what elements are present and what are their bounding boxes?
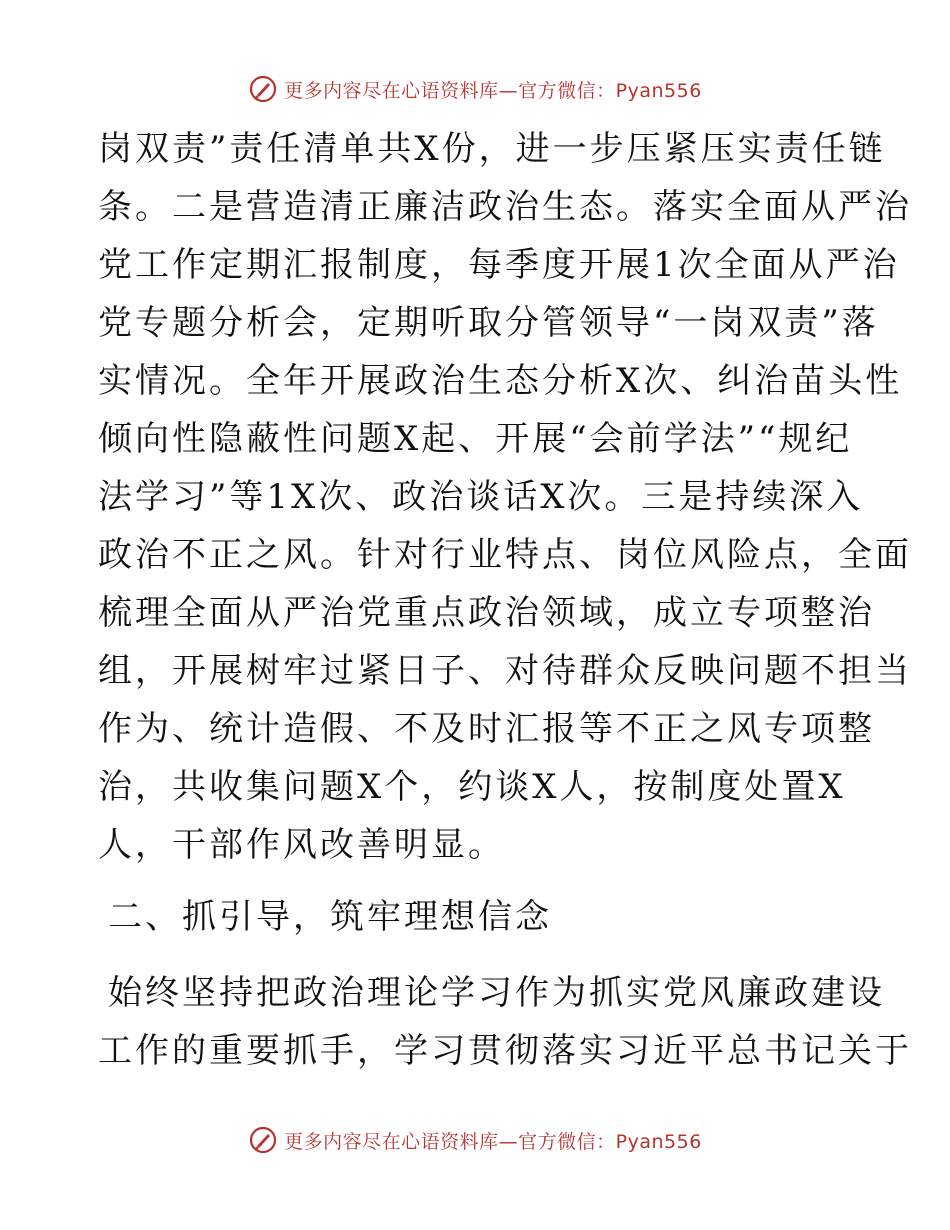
text-line: 党专题分析会，定期听取分管领导“一岗双责”落 (98, 303, 879, 343)
paragraph-1 (98, 120, 912, 874)
document-body (98, 120, 912, 1080)
section-heading: 二、抓引导，筑牢理想信念 (108, 897, 552, 937)
text-line: 治，共收集问题X个，约谈X人，按制度处置X (98, 767, 846, 807)
text-line: 岗双责”责任清单共X份，进一步压紧压实责任链 (98, 129, 886, 169)
text-line: 政治不正之风。针对行业特点、岗位风险点，全面 (98, 535, 912, 575)
quill-logo-icon (248, 74, 278, 104)
text-line: 倾向性隐蔽性问题X起、开展“会前学法”“规纪 (98, 419, 853, 459)
quill-logo-icon (248, 1125, 278, 1155)
watermark-text: 更多内容尽在心语资料库—官方微信：Pyan556 (284, 1130, 702, 1153)
text-line: 人，干部作风改善明显。 (98, 825, 505, 865)
text-line: 法学习”等1X次、政治谈话X次。三是持续深入 (98, 477, 864, 517)
text-line: 作为、统计造假、不及时汇报等不正之风专项整 (98, 709, 875, 749)
watermark-text: 更多内容尽在心语资料库—官方微信：Pyan556 (284, 79, 702, 102)
footer-watermark (0, 1123, 950, 1157)
text-line: 梳理全面从严治党重点政治领域，成立专项整治 (98, 593, 875, 633)
text-line: 实情况。全年开展政治生态分析X次、纠治苗头性 (98, 361, 903, 401)
header-watermark (0, 72, 950, 106)
text-line: 组，开展树牢过紧日子、对待群众反映问题不担当 (98, 651, 912, 691)
text-line: 党工作定期汇报制度，每季度开展1次全面从严治 (98, 245, 900, 285)
text-line: 工作的重要抓手，学习贯彻落实习近平总书记关于 (98, 1031, 912, 1071)
text-line: 始终坚持把政治理论学习作为抓实党风廉政建设 (108, 973, 885, 1013)
paragraph-2 (98, 964, 912, 1080)
text-line: 条。二是营造清正廉洁政治生态。落实全面从严治 (98, 187, 912, 227)
